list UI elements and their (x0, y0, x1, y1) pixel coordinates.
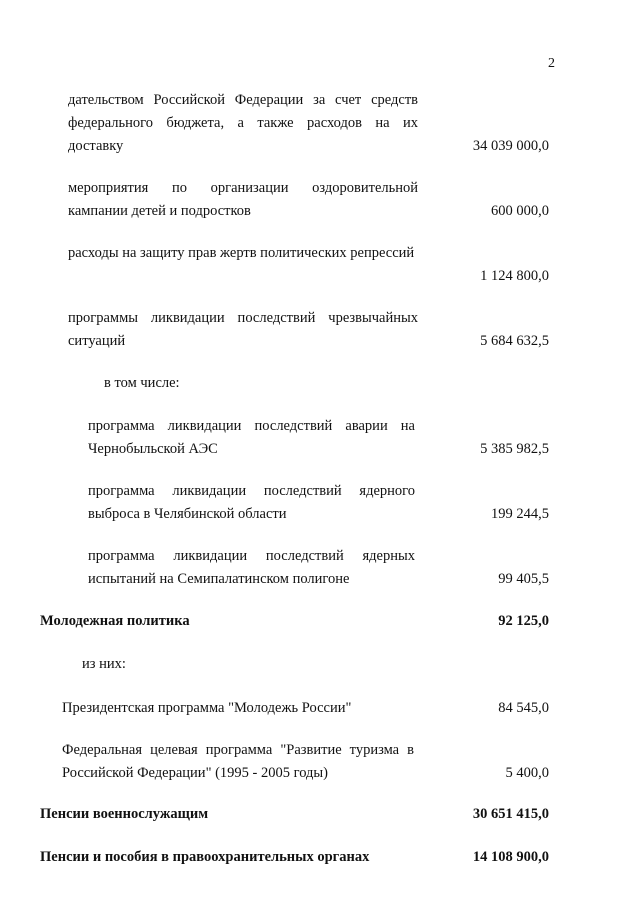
row-amount: 84 545,0 (498, 700, 549, 716)
row-description: Пенсии и пособия в правоохранительных органах (40, 849, 370, 865)
row-amount: 1 124 800,0 (480, 268, 549, 284)
row-amount: 30 651 415,0 (472, 806, 549, 822)
row-description: в том числе: (104, 375, 180, 391)
row-description: Пенсии военнослужащим (40, 806, 209, 822)
row-amount: 5 400,0 (505, 765, 549, 781)
row-amount: 92 125,0 (498, 613, 549, 629)
row-description: дательством Российской Федерации за счет средств федерального бюджета, а также расходов на их доставку (68, 92, 418, 154)
row-description: Федеральная целевая программа "Развитие туризма в Российской Федерации" (1995 - 2005 годы) (62, 742, 414, 781)
row-amount: 99 405,5 (498, 571, 549, 587)
row-description: Молодежная политика (40, 613, 190, 629)
row-description: программы ликвидации последствий чрезвычайных ситуаций (68, 310, 418, 349)
row-amount: 34 039 000,0 (472, 138, 549, 154)
row-description: программа ликвидации последствий аварии на Чернобыльской АЭС (88, 418, 415, 457)
row-amount: 199 244,5 (491, 506, 549, 522)
row-description: программа ликвидации последствий ядерных испытаний на Семипалатинском полигоне (88, 548, 415, 587)
row-description: Президентская программа "Молодежь России" (62, 700, 352, 716)
page-number: 2 (548, 56, 555, 71)
row-description: мероприятия по организации оздоровительной кампании детей и подростков (68, 180, 418, 219)
row-description: программа ликвидации последствий ядерного выброса в Челябинской области (88, 483, 415, 522)
row-amount: 5 684 632,5 (480, 333, 549, 349)
row-amount: 600 000,0 (491, 203, 549, 219)
row-description: из них: (82, 656, 126, 672)
row-description: расходы на защиту прав жертв политических репрессий (68, 245, 415, 261)
row-amount: 14 108 900,0 (472, 849, 549, 865)
row-amount: 5 385 982,5 (480, 441, 549, 457)
